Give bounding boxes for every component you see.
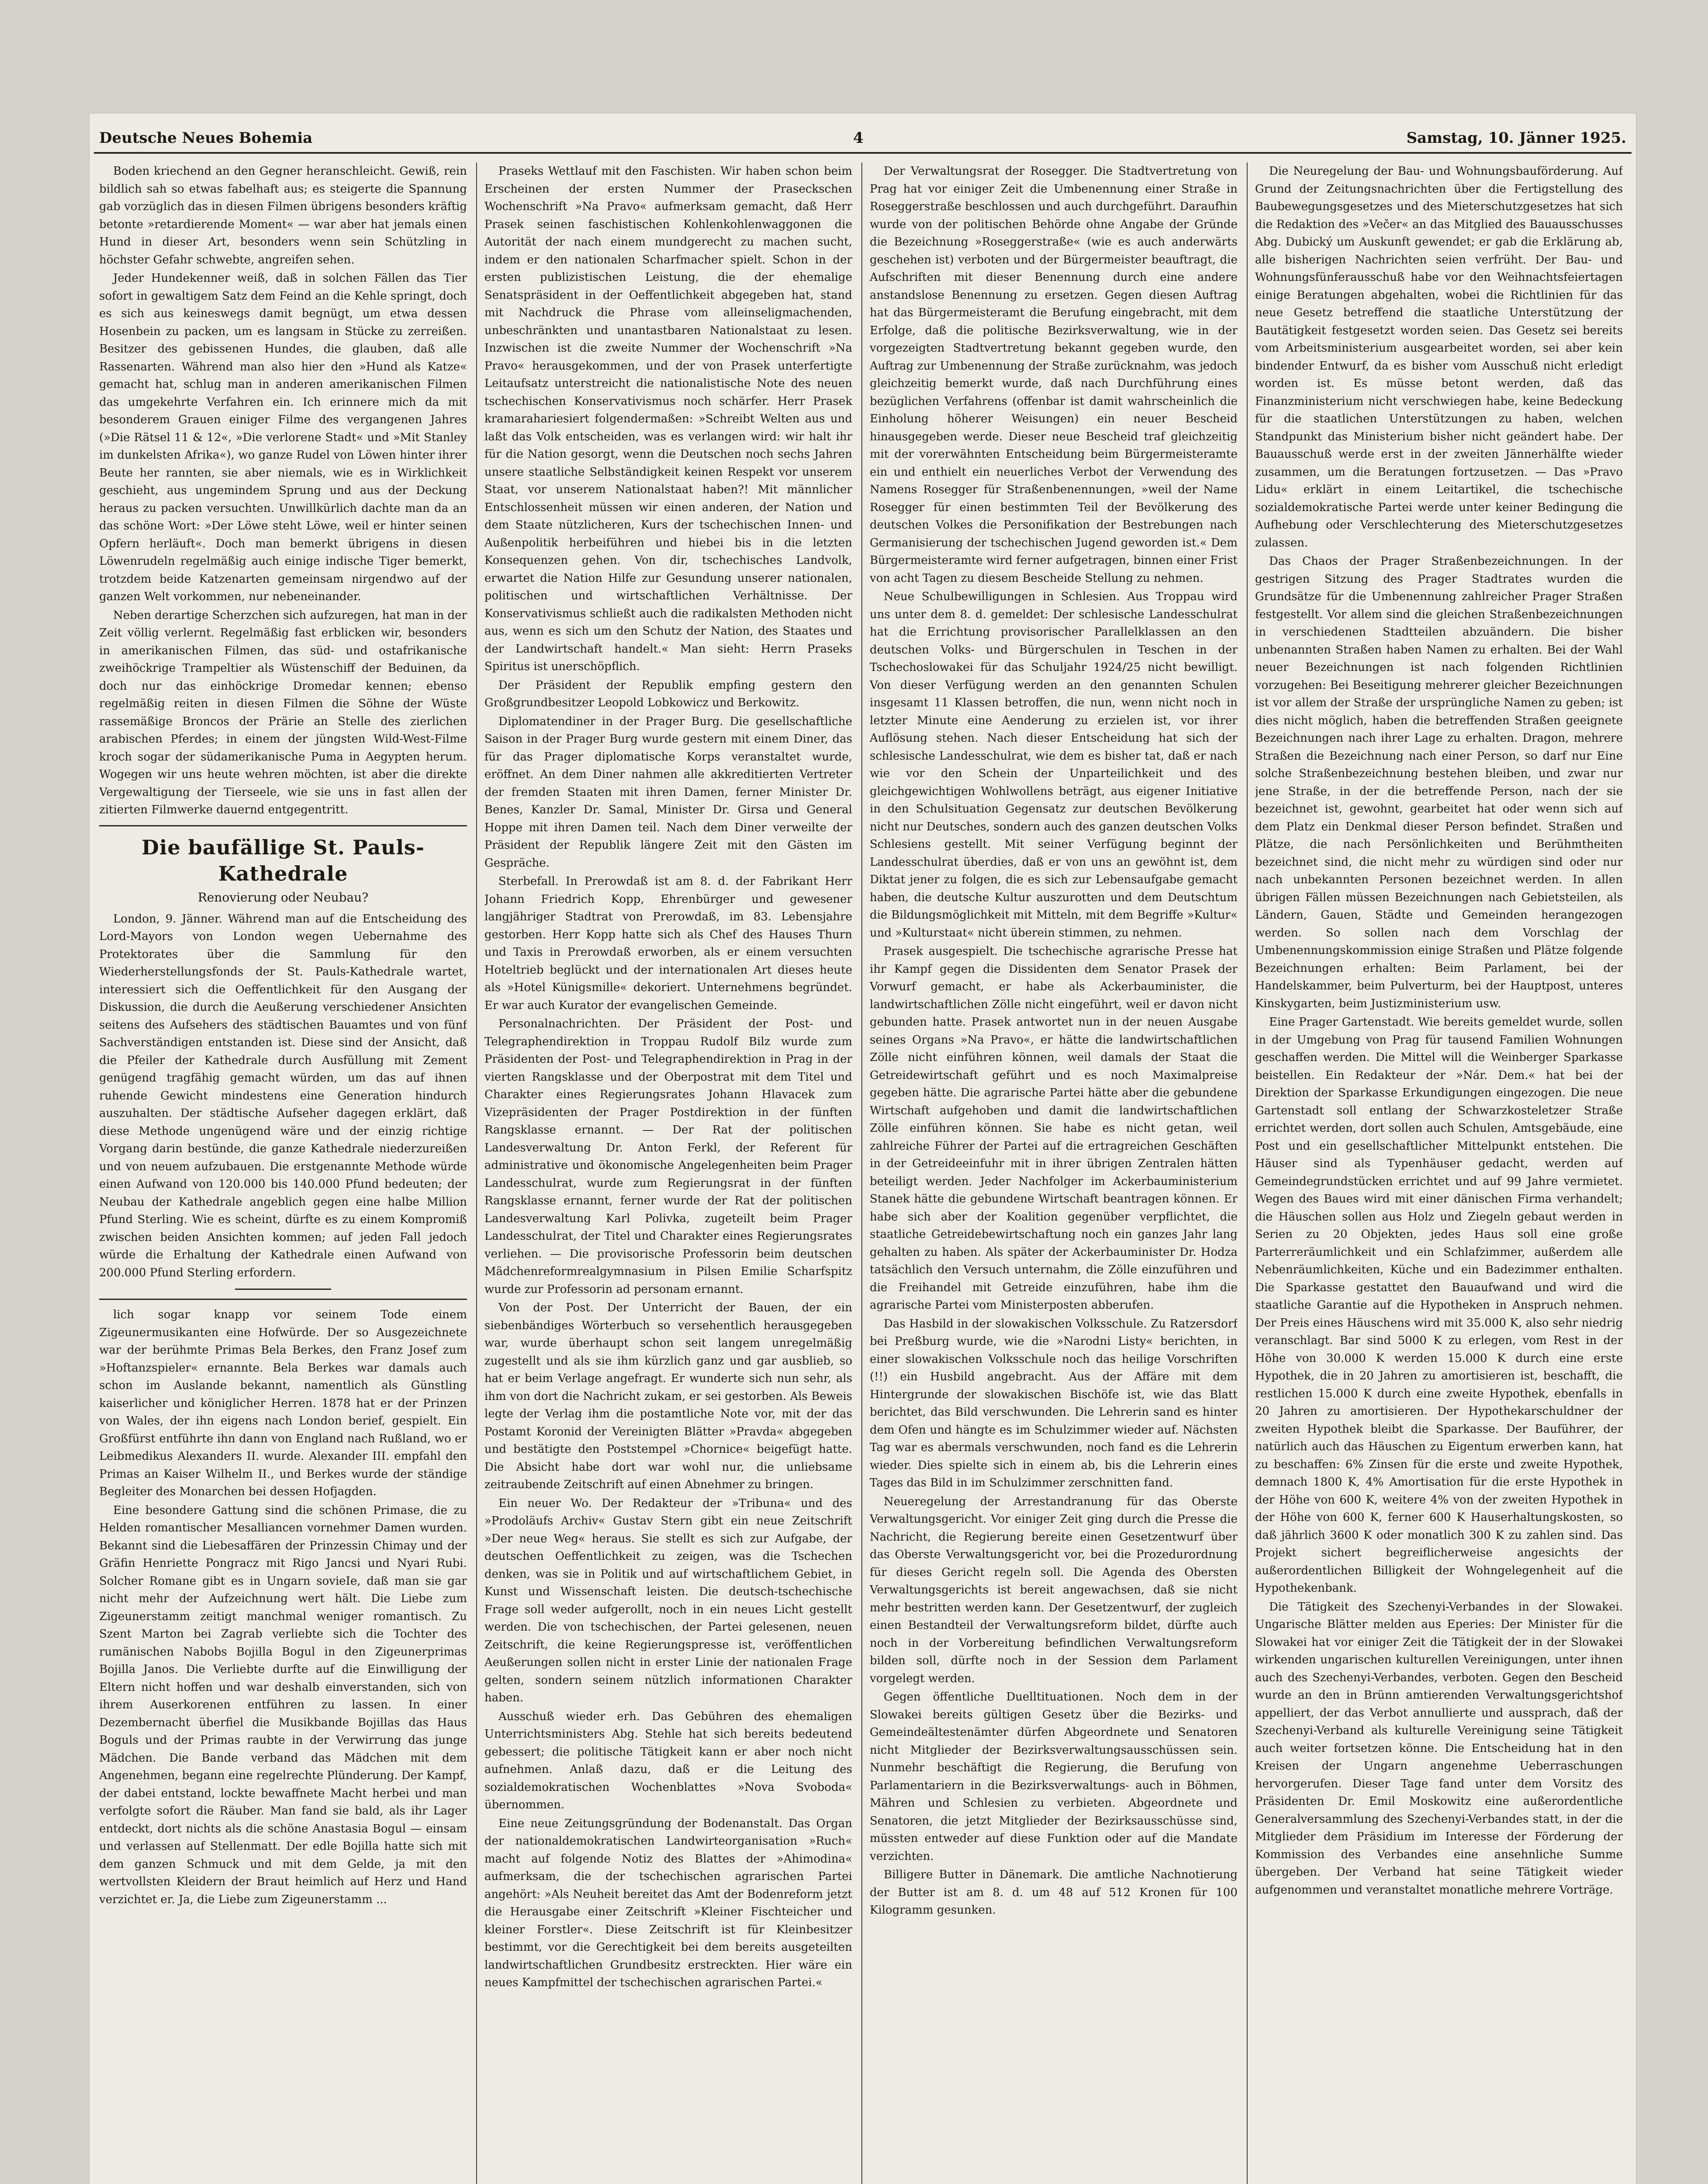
news-item: Billigere Butter in Dänemark. Die amtliche Nachnotierung der Butter ist am 8. d. um 48 auf 512 Kronen für 100 Kilogramm gesunken. [870,1868,1238,1917]
column-divider [476,162,477,2184]
news-item: Eine Prager Gartenstadt. Wie bereits gemeldet wurde, sollen in der Umgebung von Prag für tausend Familien Wohnungen geschaffen werden. Die Mittel will die Weinberger Sparkasse beistellen. Ein Redakteur der »Nár. Dem.« hat bei der Direktion der Sparkasse Erkundigungen eingezogen. Die neue Gartenstadt soll entlang der Schwarzkosteletzer Straße errichtet werden, dort sollen auch Schulen, Amtsgebäude, eine Post und ein gesellschaftlicher Mittelpunkt entstehen. Die Häuser sind als Typenhäuser gedacht, werden auf Gemeindegrundstücken errichtet und auf 99 Jahre vermietet. Wegen des Baues wird mit einer dänischen Firma verhandelt; die Häuschen sollen aus Holz und Ziegeln gebaut werden in Serien zu 20 Objekten, jedes Haus soll eine große Parterreräumlichkeit und ein Schlafzimmer, außerdem alle Nebenräumlichkeiten, Küche und ein Badezimmer enthalten. Die Sparkasse gestattet den Bauaufwand und wird die staatliche Garantie auf die Hypotheken in Anspruch nehmen. Der Preis eines Häuschens wird mit 35.000 K, also sehr niedrig veranschlagt. Bar sind 5000 K zu erlegen, vom Rest in der Höhe von 30.000 K werden 15.000 K durch eine erste Hypothek, die in 20 Jahren zu amortisieren ist, beschafft, die restlichen 15.000 K durch eine zweite Hypothek, ebenfalls in 20 Jahren zu amortisieren. Der Hypothekarschuldner der zweiten Hypothek bleibt die Sparkasse. Der Bauführer, der natürlich auch das Häuschen zu Eigentum erwerben kann, hat zu beschaffen: 6% Zinsen für die erste und zweite Hypothek, demnach 1800 K, 4% Amortisation für die erste Hypothek in der Höhe von 600 K, weitere 4% von der zweiten Hypothek in der Höhe von 600 K, ferner 600 K Hauserhaltungskosten, so daß jährlich 3600 K oder monatlich 300 K zu zahlen sind. Das Projekt sichert begreiflicherweise angesichts der außerordentlichen Billigkeit der Wohngelegenheit auf die Hypothekenbank. [1255,1016,1623,1595]
article-paragraph: Neben derartige Scherzchen sich aufzuregen, hat man in der Zeit völlig verlernt. Regelmäßig fast erblicken wir, besonders in amerikanischen Filmen, das süd- und ostafrikanische zweihöckrige Trampeltier als Wüstenschiff der Beduinen, da doch nur das einhöckrige Dromedar kennen; ebenso regelmäßig reiten in diesen Filmen die Söhne der Wüste rassemäßige Broncos der Prärie an Stelle des zierlichen arabischen Pferdes; in einem der jüngsten Wild-West-Filme kroch sogar der südamerikanische Puma in Aegypten herum. Wogegen wir uns heute wehren möchten, ist aber die direkte Vergewaltigung der Tierseele, wie sie uns in fast allen der zitierten Filmwerke dauernd entgegentritt. [99,608,467,816]
column-divider [861,162,862,2184]
article-paragraph: London, 9. Jänner. Während man auf die Entscheidung des Lord-Mayors von London wegen Uebernahme des Protektorates über die Sammlung für den Wiederherstellungsfonds der St. Pauls-Kathedrale wartet, interessiert sich die Oeffentlichkeit für den Ausgang der Diskussion, die durch die Aeußerung verschiedener Ansichten seitens des Aufsehers des städtischen Bauamtes und von fünf Sachverständigen entstanden ist. Diese sind der Ansicht, daß die Pfeiler der Kathedrale durch Ausfüllung mit Zement genügend tragfähig gemacht würden, um das auf ihnen ruhende Gewicht mindestens eine Generation hindurch auszuhalten. Der städtische Aufseher dagegen erklärt, daß diese Methode ungenügend wäre und der einzig richtige Vorgang darin bestünde, die ganze Kathedrale niederzureißen und von neuem aufzubauen. Die erstgenannte Methode würde einen Aufwand von 120.000 bis 140.000 Pfund bedeuten; der Neubau der Kathedrale angeblich gegen eine halbe Million Pfund Sterling. Wie es scheint, dürfte es zu einem Kompromiß zwischen beiden Ansichten kommen; auf jeden Fall jedoch würde die Erhaltung der Kathedrale einen Aufwand von 200.000 Pfund Sterling erfordern. [99,912,467,1279]
news-item: Praseks Wettlauf mit den Faschisten. Wir haben schon beim Erscheinen der ersten Nummer der Praseckschen Wochenschrift »Na Pravo« aufmerksam gemacht, daß Herr Prasek seinen faschistischen Kohlenkohlenwaggonen die Autorität der nach einem mundgerecht zu machen sucht, indem er den nationalen Scharfmacher spielt. Schon in der ersten publizistischen Leistung, die der ehemalige Senatspräsident in der Oeffentlichkeit abgegeben hat, stand mit Nachdruck die Phrase vom alleinseligmachenden, unbeschränkten und unantastbaren Nationalstaat zu lesen. Inzwischen ist die zweite Nummer der Wochenschrift »Na Pravo« herausgekommen, und der von Prasek unterfertigte Leitaufsatz unterstreicht die nationalistische Note des neuen tschechischen Konservativismus noch schärfer. Herr Prasek kramarahariesiert folgendermaßen: »Schreibt Welten aus und laßt das Volk entscheiden, was es verlangen wird: wir halt ihr für die Nation gesorgt, wenn die Deutschen noch sechs Jahren unsere staatliche Selbständigkeit keinen Respekt vor unserem Staat, vor unserem Nationalstaat haben?! Mit männlicher Entschlossenheit müssen wir einen anderen, der Nation und dem Staate nützlicheren, Kurs der tschechischen Innen- und Außenpolitik herbeiführen und hiebei bis in die letzten Konsequenzen gehen. Von dir, tschechisches Landvolk, erwartet die Nation Hilfe zur Gesundung unserer nationalen, politischen und wirtschaftlichen Verhältnisse. Der Konservativismus schließt auch die radikalsten Methoden nicht aus, wenn es sich um den Schutz der Nation, des Staates und der Landwirtschaft handelt.« Man sieht: Herrn Praseks Spiritus ist unerschöpflich. [484,165,852,673]
news-item: Diplomatendiner in der Prager Burg. Die gesellschaftliche Saison in der Prager Burg wurde gestern mit einem Diner, das für das Prager diplomatische Korps veranstaltet wurde, eröffnet. An dem Diner nahmen alle akkreditierten Vertreter der fremden Staaten mit ihren Damen, ferner Minister Dr. Benes, Kanzler Dr. Samal, Minister Dr. Girsa und General Hoppe mit ihren Damen teil. Nach dem Diner verweilte der Präsident der Republik längere Zeit mit den Gästen im Gespräche. [484,715,852,870]
news-item: Die Neuregelung der Bau- und Wohnungsbauförderung. Auf Grund der Zeitungsnachrichten über die Fertigstellung des Baubewegungsgesetzes und des Mieterschutzgesetzes hat sich die Redaktion des »Večer« an das Mitglied des Bauausschusses Abg. Dubický um Auskunft gewendet; er gab die Erklärung ab, alle bisherigen Nachrichten seien verfrüht. Der Bau- und Wohnungsfünferausschuß habe vor den Weihnachtsfeiertagen einige Beratungen abgehalten, wobei die Richtlinien für das neue Gesetz betreffend die staatliche Unterstützung der Bautätigkeit festgesetzt worden seien. Das Gesetz sei bereits vom Arbeitsministerium ausgearbeitet worden, sei aber kein bindender Entwurf, da es bisher vom Ausschuß nicht erledigt worden ist. Es müsse betont werden, daß das Finanzministerium nicht verschwiegen habe, keine Bedeckung für die staatlichen Unterstützungen zu haben, welchen Standpunkt das Ministerium bisher nicht geändert habe. Der Bauausschuß werde erst in der zweiten Jännerhälfte wieder zusammen, um die Beratungen fortzusetzen. — Das »Pravo Lidu« erklärt in einem Leitartikel, die tschechische sozialdemokratische Partei werde unter keiner Bedingung die Aufhebung oder Verschlechterung des Mieterschutzgesetzes zulassen. [1255,165,1623,549]
news-item: Das Chaos der Prager Straßenbezeichnungen. In der gestrigen Sitzung des Prager Stadtrates wurden die Grundsätze für die Umbenennung zahlreicher Prager Straßen festgestellt. Vor allem sind die gleichen Straßenbezeichnungen in verschiedenen Stadtteilen abzuändern. Die bisher unbenannten Straßen haben Namen zu erhalten. Bei der Wahl neuer Bezeichnungen ist nach folgenden Richtlinien vorzugehen: Bei Beseitigung mehrerer gleicher Bezeichnungen ist vor allem der Straße der ursprüngliche Namen zu geben; ist dies nicht möglich, haben die betreffenden Straßen geeignete Bezeichnungen nach ihrer Lage zu erhalten. Dragon, mehrere Straßen die Bezeichnung nach einer Person, so darf nur Eine solche Straßenbezeichnung bestehen bleiben, und zwar nur jene Straße, in der die betreffende Person, nach der sie bezeichnet ist, gewohnt, gearbeitet hat oder wenn sich auf dem Platz ein Denkmal dieser Person befindet. Straßen und Plätze, die nach Persönlichkeiten und Berühmtheiten bezeichnet sind, die nicht mehr zu würdigen sind oder nur nach unbekannten Personen bezeichnet werden. In allen übrigen Fällen müssen Bezeichnungen nach Gebietsteilen, als Ländern, Gauen, Städte und Gemeinden herangezogen werden. So sollen nach dem Vorschlag der Umbenennungskommission einige Straßen und Plätze folgende Bezeichnungen erhalten: Beim Parlament, bei der Handelskammer, beim Pulverturm, bei der Hauptpost, unteres Kinskygarten, beim Justizministerium usw. [1255,555,1623,1010]
article-paragraph: Eine besondere Gattung sind die schönen Primase, die zu Helden romantischer Mesalliancen vornehmer Damen wurden. Bekannt sind die Liebesaffären der Prinzessin Chimay und der Gräfin Henriette Pongracz mit Rigo Jancsi und Nyari Rubi. Solcher Romane gibt es in Ungarn sovieIe, daß man sie gar nicht mehr der Aufzeichnung wert hält. Die Liebe zum Zigeunerstamm zeitigt manchmal weniger romantisch. Zu Szent Marton bei Zagrab verliebte sich die Tochter des rumänischen Nabobs Bojilla Bogul in den Zigeunerprimas Bojilla Janos. Die Verliebte durfte auf die Einwilligung der Eltern nicht hoffen und war deshalb einverstanden, sich von ihrem Auserkorenen entführen zu lassen. In einer Dezembernacht überfiel die Musikbande Bojillas das Haus Boguls und der Primas raubte in der Verwirrung das junge Mädchen. Die Bande verband das Mädchen mit dem Angenehmen, begann eine regelrechte Plünderung. Der Kampf, der dabei entstand, lockte bewaffnete Macht herbei und man verfolgte sofort die Räuber. Man fand sie bald, als ihr Lager entdeckt, dort nichts als die schöne Anastasia Bogul — einsam und verlassen auf Stellenmatt. Der edle Bojilla hatte sich mit dem ganzen Schmuck und mit dem Gelde, ja mit den wertvollsten Kleidern der Braut heimlich auf Herz und Hand verzichtet er. Ja, die Liebe zum Zigeunerstamm ... [99,1503,467,1906]
news-item: Gegen öffentliche Duelltituationen. Noch dem in der Slowakei bereits gültigen Gesetz über die Bezirks- und Gemeindeältestenämter dürfen Abgeordnete und Senatoren nicht Mitglieder der Bezirksverwaltungsausschüssen sein. Nunmehr beschäftigt die Regierung, die Berufung von Parlamentariern in die Bezirksverwaltungs- auch in Böhmen, Mähren und Schlesien zu verbieten. Abgeordnete und Senatoren, die jetzt Mitglieder der Bezirksausschüsse sind, müssten entweder auf diese Funktion oder auf die Mandate verzichten. [870,1690,1238,1863]
news-item: Prasek ausgespielt. Die tschechische agrarische Presse hat ihr Kampf gegen die Dissidenten dem Senator Prasek der Vorwurf gemacht, er habe als Ackerbauminister, die landwirtschaftlichen Zölle nicht eingeführt, weil er davon nicht gebunden hatte. Prasek antwortet nun in der neuen Ausgabe seines Organs »Na Pravo«, er hätte die landwirtschaftlichen Zölle nicht einführen können, weil damals der Staat die Getreidewirtschaft geführt und es noch Maximalpreise gegeben hätte. Die agrarische Partei hätte aber die gebundene Wirtschaft aufgehoben und damit die landwirtschaftlichen Zölle einführen können. Sie habe es nicht getan, weil zahlreiche Führer der Partei auf die ertragreichen Geschäften in der Getreideeinfuhr mit in ihrer übrigen Zentralen hätten beteiligt werden. Jeder Nachfolger im Ackerbauministerium Stanek hätte die gebundene Wirtschaft beantragen können. Er habe sich aber der Koalition gegenüber verpflichtet, die staatliche Getreidebewirtschaftung noch ein ganzes Jahr lang gehalten zu haben. Als später der Ackerbauminister Dr. Hodza tatsächlich den Versuch unternahm, die Zölle einzuführen und die Freihandel mit Getreide einzuführen, habe ihm die agrarische Partei vom Ministerposten abberufen. [870,945,1238,1312]
section-rule [235,1289,331,1290]
column-2 [484,162,852,2184]
news-item: Von der Post. Der Unterricht der Bauen, der ein siebenbändiges Wörterbuch so versehentlich herausgegeben war, wurde überhaupt schon seit langem unregelmäßig zugestellt und als sie ihm kürzlich ganz und gar ausblieb, so hat er beim Verlage angefragt. Er wunderte sich nun sehr, als ihm von dort die Nachricht zukam, er sei gestorben. Als Beweis legte der Verlag ihm die postamtliche Note vor, mit der das Postamt Koronid der Vereinigten Blätter »Pravda« abgegeben und bestätigte den Poststempel »Chornice« beigefügt hatte. Die Absicht habe dort war wohl nur, die unliebsame zeitraubende Zeitschrift auf einen Abnehmer zu bringen. [484,1301,852,1491]
article-paragraph: lich sogar knapp vor seinem Tode einem Zigeunermusikanten eine Hofwürde. Der so Ausgezeichnete war der berühmte Primas Bela Berkes, den Franz Josef zum »Hoftanzspieler« ernannte. Bela Berkes war damals auch schon im Auslande bekannt, namentlich als Günstling kaiserlicher und königlicher Herren. 1878 hat er der Prinzen von Wales, der ihn eigens nach London berief, gespielt. Ein Großfürst entführte ihn dann von England nach Rußland, wo er Leibmedikus Alexanders II. wurde. Alexander III. empfahl den Primas an Kaiser Wilhelm II., und Berkes wurde der ständige Begleiter des Monarchen bei dessen Hofjagden. [99,1308,467,1498]
column-1 [99,162,467,2184]
news-item: Der Verwaltungsrat der Rosegger. Die Stadtvertretung von Prag hat vor einiger Zeit die Umbenennung einer Straße in Roseggerstraße beschlossen und auch durchgeführt. Daraufhin wurde von der politischen Behörde ohne Angabe der Gründe die Bezeichnung »Roseggerstraße« (wie es auch anderwärts geschehen ist) verboten und der Bürgermeister beauftragt, die Aufschriften mit dieser Benennung durch eine andere anstandslose Benennung zu ersetzen. Gegen diesen Auftrag hat das Bürgermeisteramt die Berufung eingebracht, mit dem Erfolge, daß die politische Bezirksverwaltung, wie in der vorgezeigten Stadtvertretung bekannt gegeben wurde, den Auftrag zur Umbenennung der Straße zurücknahm, was jedoch gleichzeitig bemerkt wurde, daß nach Durchführung eines bezüglichen Verfahrens (offenbar ist damit wahrscheinlich die Einholung höherer Weisungen) ein neuer Bescheid hinausgegeben werde. Dieser neue Bescheid traf gleichzeitig mit der vorerwähnten Entscheidung beim Bürgermeisteramte ein und enthielt ein neuerliches Verbot der Verwendung des Namens Rosegger für Straßenbenennungen, »weil der Name Rosegger für einen bestimmten Teil der Bevölkerung des deutschen Volkes die Personifikation der Bestrebungen nach Germanisierung der tschechischen Jugend geworden ist.« Dem Bürgermeisteramte wird ferner aufgetragen, binnen einer Frist von acht Tagen zu diesem Bescheide Stellung zu nehmen. [870,165,1238,585]
issue-date: Samstag, 10. Jänner 1925. [1406,129,1626,147]
news-item: Sterbefall. In Prerowdaß ist am 8. d. der Fabrikant Herr Johann Friedrich Kopp, Ehrenbürger und gewesener langjähriger Stadtrat von Prerowdaß, im 83. Lebensjahre gestorben. Herr Kopp hatte sich als Chef des Hauses Thurn und Taxis in Prerowdaß erworben, als er einem versuchten Hoteltrieb beglückt und der internationalen Art dieses heute als »Hotel Künigsmille« dekoriert. Unternehmens begründet. Er war auch Kurator der evangelischen Gemeinde. [484,875,852,1012]
article-paragraph: Jeder Hundekenner weiß, daß in solchen Fällen das Tier sofort in gewaltigem Satz dem Feind an die Kehle springt, doch es sich aus keineswegs damit begnügt, um etwa dessen Hosenbein zu packen, um es langsam in Stücke zu zerreißen. Besitzer des gebissenen Hundes, die glauben, daß alle Rassenarten. Während man also hier den »Hund als Katze« gemacht hat, schlug man in anderen amerikanischen Filmen das umgekehrte Verfahren ein. Ich erinnere mich da mit besonderem Grauen einiger Filme des vergangenen Jahres (»Die Rätsel 11 & 12«, »Die verlorene Stadt« und »Mit Stanley im dunkelsten Afrika«), wo ganze Rudel von Löwen hinter ihrer Beute her rannten, sie aber niemals, wie es in Wirklichkeit geschieht, aus ungemindem Sprung und aus der Deckung heraus zu packen versuchten. Unwillkürlich dachte man da an das schöne Wort: »Der Löwe steht Löwe, weil er hinter seinen Opfern herläuft«. Doch man bemerkt übrigens in diesen Löwenrudeln regelmäßig auch einige indische Tiger bemerkt, trotzdem beide Katzenarten gemeinsam nirgendwo auf der ganzen Welt vorkommen, nur nebeneinander. [99,272,467,603]
newspaper-page [90,114,1636,2184]
news-item: Neueregelung der Arrestandranung für das Oberste Verwaltungsgericht. Vor einiger Zeit ging durch die Presse die Nachricht, die Regierung bereite einen Gesetzentwurf über das Oberste Verwaltungsgericht vor, bei die Prozedurordnung für dieses Gericht regeln soll. Die Agenda des Obersten Verwaltungsgerichts ist bereit angewachsen, daß sie nicht mehr bestritten werden kann. Der Gesetzentwurf, der zugleich einen Bestandteil der Verwaltungsreform bildet, dürfte auch noch in der Vorbereitung befindlichen Verwaltungsreform bilden soll, dürfte noch in der Session dem Parlament vorgelegt werden. [870,1495,1238,1685]
article-headline: Die baufällige St. Pauls-Kathedrale [141,835,425,885]
page-number: 4 [853,129,864,147]
news-item: Die Tätigkeit des Szechenyi-Verbandes in der Slowakei. Ungarische Blätter melden aus Eperies: Der Minister für die Slowakei hat vor einiger Zeit die Tätigkeit der in der Slowakei wirkenden ungarischen kulturellen Vereinigungen, unter ihnen auch des Szechenyi-Verbandes, verboten. Gegen den Bescheid wurde an den in Brünn amtierenden Verwaltungsgerichtshof appelliert, der das Verbot annullierte und aussprach, daß der Szechenyi-Verband als kulturelle Vereinigung seine Tätigkeit auch weiter fortsetzen könne. Die Entscheidung hat in den Kreisen der Ungarn angenehme Ueberraschungen hervorgerufen. Dieser Tage fand unter dem Vorsitz des Präsidenten Dr. Emil Moskowitz eine außerordentliche Generalversammlung des Szechenyi-Verbandes statt, in der die Mitglieder dem Präsidium im Interesse der Förderung der Kommission des Verbandes eine ansehnliche Summe übergeben. Der Verband hat seine Tätigkeit wieder aufgenommen und veranstaltet monatliche mehrere Vorträge. [1255,1600,1623,1897]
section-rule [99,1299,467,1300]
article-subhead: Renovierung oder Neubau? [197,890,369,905]
news-item: Der Präsident der Republik empfing gestern den Großgrundbesitzer Leopold Lobkowicz und Berkowitz. [484,678,852,709]
news-item: Eine neue Zeitungsgründung der Bodenanstalt. Das Organ der nationaldemokratischen Landwirteorganisation »Ruch« macht auf folgende Notiz des Blattes der »Ahimodina« aufmerksam, die der tschechischen agrarischen Partei angehört: »Als Neuheit bereitet das Amt der Bodenreform jetzt die Herausgabe einer Zeitschrift »Kleiner Fischteicher und kleiner Forstler«. Diese Zeitschrift ist für Kleinbesitzer bestimmt, vor die Gerechtigkeit bei dem bereits ausgeteilten landwirtschaftlichen Grundbesitz erstreckten. Hier wäre ein neues Kampfmittel der tschechischen agrarischen Partei.« [484,1817,852,1989]
news-item: Ausschuß wieder erh. Das Gebühren des ehemaligen Unterrichtsministers Abg. Stehle hat sich bereits bedeutend gebessert; die politische Tätigkeit kann er aber noch nicht aufnehmen. Anlaß dazu, daß er die Leitung des sozialdemokratischen Wochenblattes »Nova Svoboda« übernommen. [484,1710,852,1811]
column-divider [1247,162,1248,2184]
page-header [90,126,1636,150]
header-rule [94,152,1632,154]
section-rule [99,825,467,826]
article-paragraph: Boden kriechend an den Gegner heranschleicht. Gewiß, rein bildlich sah so etwas fabelhaft aus; es steigerte die Spannung gab vorzüglich das in diesen Filmen übrigens besonders kräftig betonte »retardierende Moment« — war aber hat jemals einen Hund in dieser Art, besonders wenn sein Schützling in höchster Gefahr schwebte, angreifen sehen. [99,165,467,266]
news-item: Das Hasbild in der slowakischen Volksschule. Zu Ratzersdorf bei Preßburg wurde, wie die »Narodni Listy« berichten, in einer slowakischen Volksschule noch das heilige Vorschriften (!!) ein Husbild angebracht. Aus der Affäre mit dem Hintergrunde der slowakischen Bischöfe ist, wie das Blatt berichtet, das Bild verschwunden. Die Lehrerin sand es hinter dem Ofen und hängte es im Schulzimmer wieder auf. Nächsten Tag war es abermals verschwunden, noch fand es die Lehrerin wieder. Dies spielte sich in einem ab, bis die Lehrerin eines Tages das Bild in im Schulzimmer zerschnitten fand. [870,1317,1238,1489]
column-3 [870,162,1238,2184]
news-item: Personalnachrichten. Der Präsident der Post- und Telegraphendirektion in Troppau Rudolf Bilz wurde zum Präsidenten der Post- und Telegraphendirektion in Prag in der vierten Rangsklasse und der Oberpostrat mit dem Titel und Charakter eines Regierungsrates Johann Hlavacek zum Vizepräsidenten der Prager Postdirektion in der fünften Rangsklasse ernannt. — Der Rat der politischen Landesverwaltung Dr. Anton Ferkl, der Referent für administrative und ökonomische Angelegenheiten beim Prager Landesschulrat, wurde zum Regierungsrat in der fünften Rangsklasse ernannt, ferner wurde der Rat der politischen Landesverwaltung Karl Polivka, zugeteilt beim Prager Landesschulrat, der Titel und Charakter eines Regierungsrates verliehen. — Die provisorische Professorin beim deutschen Mädchenreformrealgymnasium in Pilsen Emilie Scharfspitz wurde zur Professorin ad personam ernannt. [484,1017,852,1296]
news-item: Ein neuer Wo. Der Redakteur der »Tribuna« und des »Prodoläufs Archiv« Gustav Stern gibt ein neue Zeitschrift »Der neue Weg« heraus. Sie stellt es sich zur Aufgabe, der deutschen Oeffentlichkeit zu zeigen, was die Tschechen denken, was sie in Politik und auf wirtschaftlichem Gebiet, in Kunst und Wissenschaft leisten. Die deutsch-tschechische Frage soll weder aufgerollt, noch in ein neues Licht gestellt werden. Die von tschechischen, der Partei gelesenen, neuen Zeitschrift, die keine Regierungspresse ist, veröffentlichen Aeußerungen sollen nicht in erster Linie der nationalen Frage gelten, sondern seinem nützlich informationen Charakter haben. [484,1496,852,1704]
news-item: Neue Schulbewilligungen in Schlesien. Aus Troppau wird uns unter dem 8. d. gemeldet: Der schlesische Landesschulrat hat die Errichtung provisorischer Parallelklassen an den deutschen Volks- und Bürgerschulen in Teschen in der Tschechoslowakei für das Schuljahr 1924/25 nicht bewilligt. Von dieser Verfügung werden an den genannten Schulen insgesamt 11 Klassen betroffen, die nun, wenn nicht noch in letzter Minute eine Aenderung zu erzielen ist, vor ihrer Auflösung stehen. Nach dieser Entscheidung hat sich der schlesische Landesschulrat, wie dem es bisher tat, daß er nach wie vor den Schein der Unparteilichkeit und des gleichgewichtigen Wohlwollens beträgt, aus eigener Initiative in den Schulsituation Gegensatz zur deutschen Bevölkerung nicht nur Deutsches, sondern auch des ganzen deutschen Volks Schlesiens gestellt. Mit seiner Verfügung beginnt der Landesschulrat überdies, daß er von uns an gewöhnt ist, dem Diktat jener zu folgen, die es sich zur Lebensaufgabe gemacht haben, die deutsche Kultur auszurotten und dem Deutschtum die Bildungsmöglichkeit mit Mitteln, mit dem Begriffe »Kultur« und »Kulturstaat« nicht überein stimmen, zu nehmen. [870,590,1238,940]
column-4 [1255,162,1623,2184]
newspaper-name: Deutsche Neues Bohemia [99,129,313,147]
